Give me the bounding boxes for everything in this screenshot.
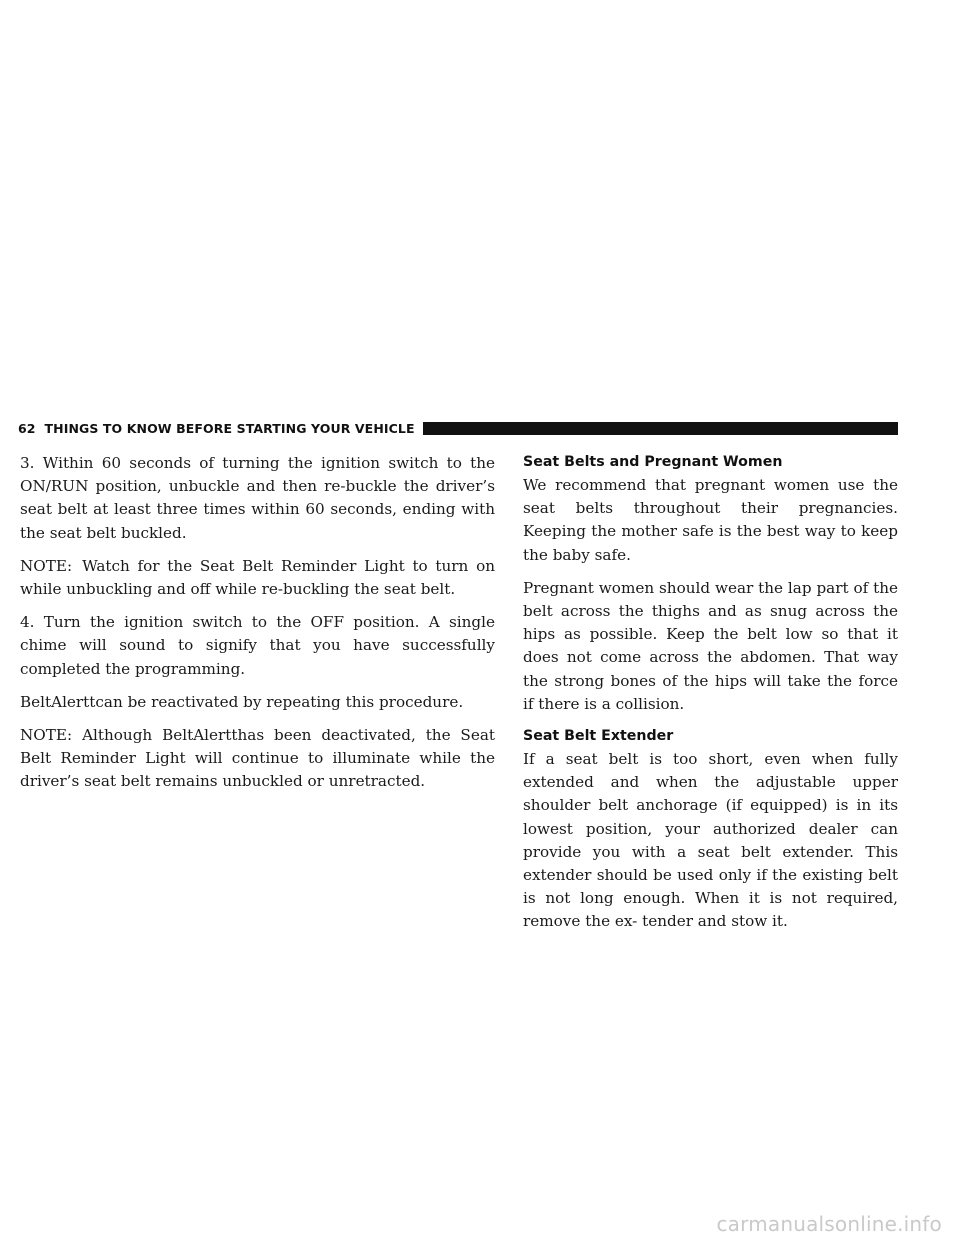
trademark-mark: t	[89, 692, 96, 711]
heading-pregnant-women: Seat Belts and Pregnant Women	[523, 454, 783, 470]
header-rule	[423, 422, 898, 435]
note-text-pre: Although BeltAlert	[82, 726, 232, 745]
note-2	[20, 724, 495, 794]
brand-name: BeltAlert	[20, 692, 90, 711]
page-header-text	[18, 421, 415, 436]
right-column	[523, 452, 898, 944]
note-text-post: has been deactivated, the Seat Belt Reminder Light will continue to illuminate while the driver’s seat belt remains unbuckled or unretracted.	[20, 726, 495, 791]
extender-para: If a seat belt is too short, even when fully extended and when the adjustable upper shoulder belt anchorage (if equipped) is in its lowest position, your authorized dealer can provide you with a seat belt extender. This extender should be used only if the existing belt is not long enough. When it is not required, remove the ex- tender and stow it.	[523, 750, 898, 931]
page-number: 62	[18, 420, 36, 436]
left-column	[20, 452, 495, 804]
heading-belt-extender: Seat Belt Extender	[523, 728, 674, 745]
pregnant-para-2: Pregnant women should wear the lap part of the belt across the thighs and as snug across the hips as possible. Keep the belt low so that it does not come across the abdomen. That way the strong bones of the hips will take the force if there is a collision.	[523, 578, 898, 713]
section-title: THINGS TO KNOW BEFORE STARTING YOUR VEHICLE	[44, 420, 415, 436]
reactivate-paragraph	[20, 691, 495, 714]
note-text: Watch for the Seat Belt Reminder Light to turn on while unbuckling and off while re-buckling the seat belt.	[20, 556, 495, 599]
note-label: NOTE:	[20, 556, 73, 575]
note-1	[20, 555, 495, 601]
trademark-mark: t	[231, 726, 238, 745]
step-4: 4. Turn the ignition switch to the OFF position. A single chime will sound to signify that you have successfully completed the programming.	[20, 613, 495, 678]
pregnant-para-1: We recommend that pregnant women use the seat belts throughout their pregnancies. Keeping the mother safe is the best way to keep the baby safe.	[523, 476, 898, 564]
step-3: 3. Within 60 seconds of turning the ignition switch to the ON/RUN position, unbuckle and then re-buckle the driver’s seat belt at least three times within 60 seconds, ending with the seat belt buckled.	[20, 454, 495, 542]
reactivate-text: can be reactivated by repeating this procedure.	[95, 692, 464, 711]
page-header	[18, 418, 898, 438]
watermark: carmanualsonline.info	[716, 1212, 942, 1236]
note-label: NOTE:	[20, 726, 73, 745]
